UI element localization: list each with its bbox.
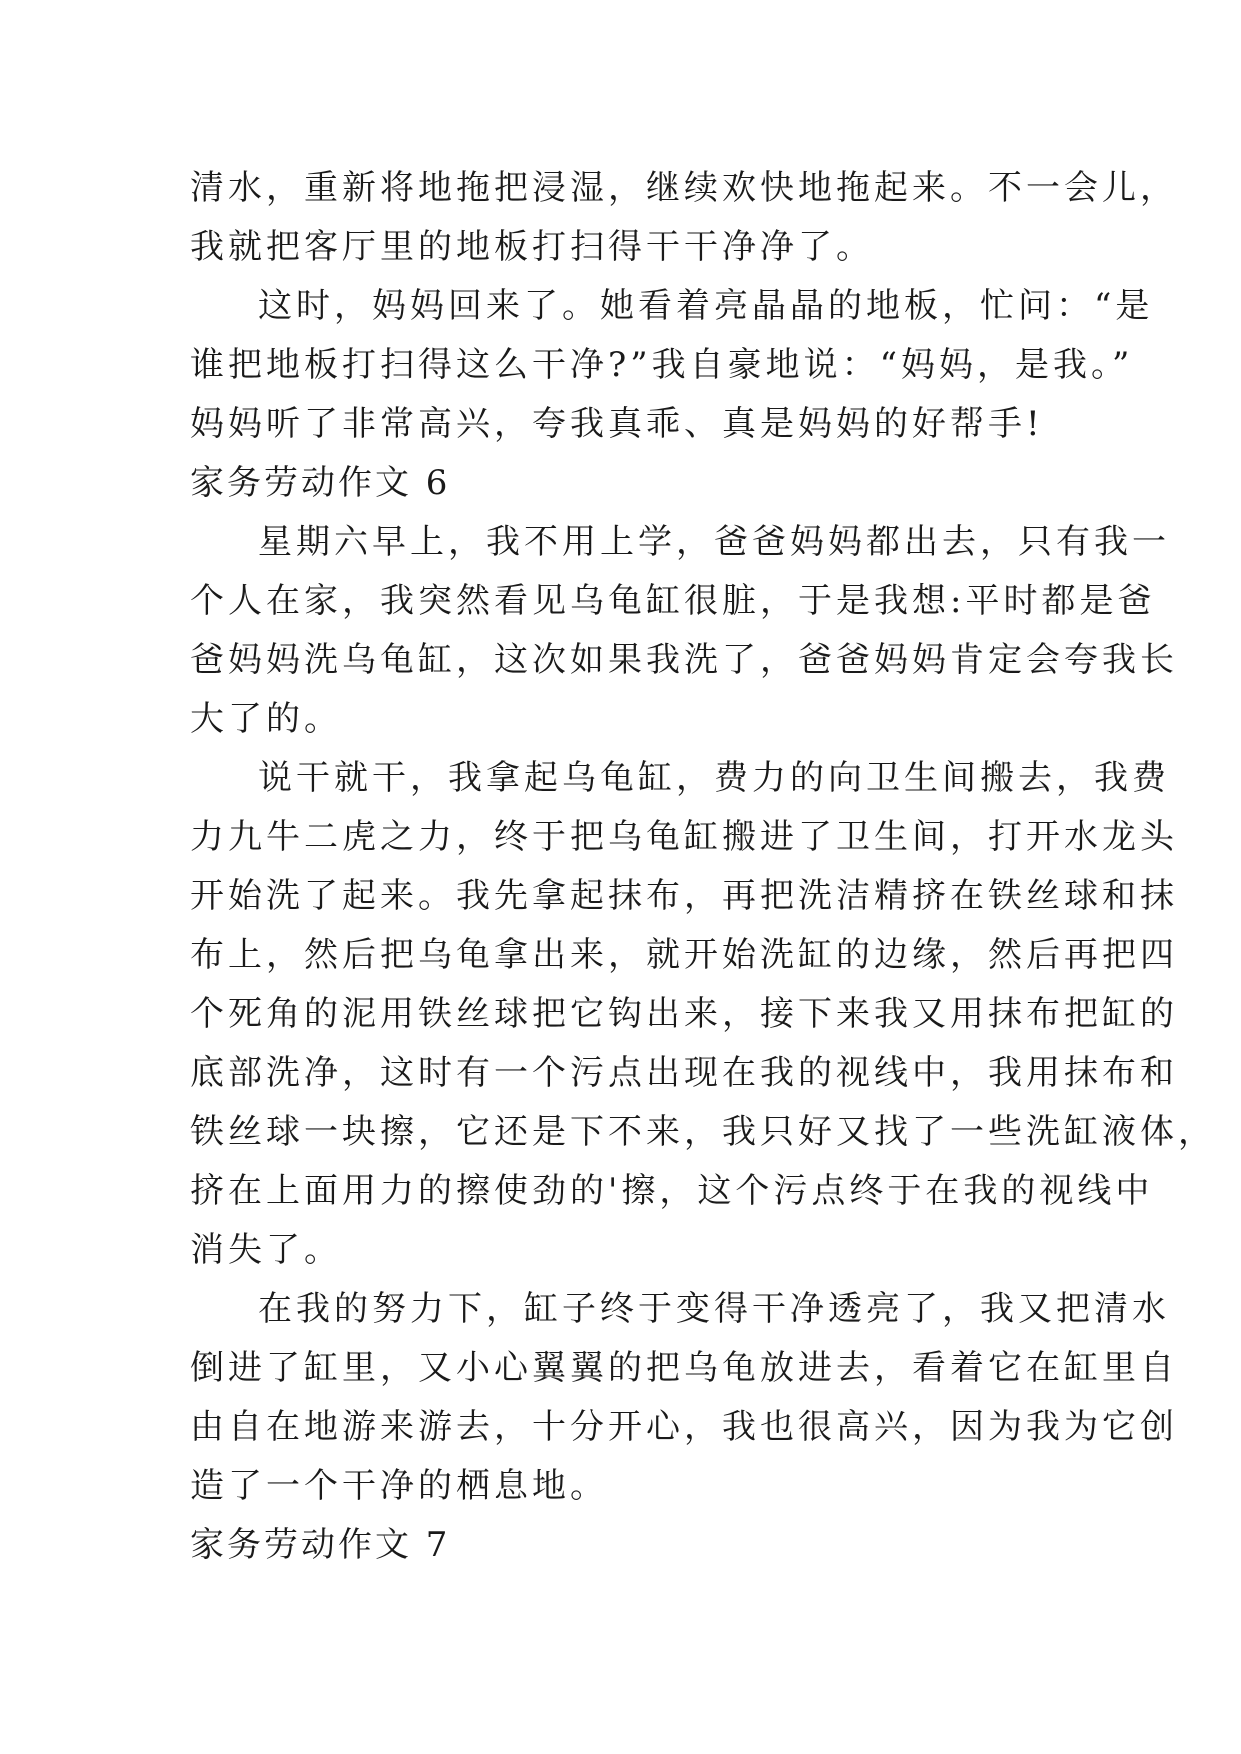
text-line: 个人在家，我突然看见乌龟缸很脏，于是我想:平时都是爸 xyxy=(190,581,1156,621)
paragraph-start-line: 星期六早上，我不用上学，爸爸妈妈都出去，只有我一 xyxy=(258,522,1170,562)
paragraph-start-line: 说干就干，我拿起乌龟缸，费力的向卫生间搬去，我费 xyxy=(258,758,1170,798)
text-line: 大了的。 xyxy=(190,699,342,739)
text-line: 铁丝球一块擦，它还是下不来，我只好又找了一些洗缸液体， xyxy=(190,1112,1216,1152)
text-line: 力九牛二虎之力，终于把乌龟缸搬进了卫生间，打开水龙头 xyxy=(190,817,1178,857)
text-line: 爸妈妈洗乌龟缸，这次如果我洗了，爸爸妈妈肯定会夸我长 xyxy=(190,640,1178,680)
paragraph-start-line: 这时，妈妈回来了。她看着亮晶晶的地板，忙问：“是 xyxy=(258,286,1154,326)
text-line: 布上，然后把乌龟拿出来，就开始洗缸的边缘，然后再把四 xyxy=(190,935,1178,975)
text-line: 谁把地板打扫得这么干净?”我自豪地说：“妈妈，是我。” xyxy=(190,345,1134,385)
text-line: 底部洗净，这时有一个污点出现在我的视线中，我用抹布和 xyxy=(190,1053,1178,1093)
text-line: 挤在上面用力的擦使劲的'擦，这个污点终于在我的视线中 xyxy=(190,1171,1154,1211)
text-line: 倒进了缸里，又小心翼翼的把乌龟放进去，看着它在缸里自 xyxy=(190,1348,1178,1388)
paragraph-start-line: 在我的努力下，缸子终于变得干净透亮了，我又把清水 xyxy=(258,1289,1170,1329)
section-heading: 家务劳动作文 6 xyxy=(190,463,451,503)
text-line: 我就把客厅里的地板打扫得干干净净了。 xyxy=(190,227,874,267)
document-body xyxy=(190,159,1216,1575)
text-line: 清水，重新将地拖把浸湿，继续欢快地拖起来。不一会儿， xyxy=(190,168,1178,208)
text-line: 造了一个干净的栖息地。 xyxy=(190,1466,608,1506)
text-line: 由自在地游来游去，十分开心，我也很高兴，因为我为它创 xyxy=(190,1407,1178,1447)
section-heading: 家务劳动作文 7 xyxy=(190,1525,451,1565)
text-line: 妈妈听了非常高兴，夸我真乖、真是妈妈的好帮手! xyxy=(190,404,1044,444)
text-line: 个死角的泥用铁丝球把它钩出来，接下来我又用抹布把缸的 xyxy=(190,994,1178,1034)
text-line: 开始洗了起来。我先拿起抹布，再把洗洁精挤在铁丝球和抹 xyxy=(190,876,1178,916)
text-line: 消失了。 xyxy=(190,1230,342,1270)
